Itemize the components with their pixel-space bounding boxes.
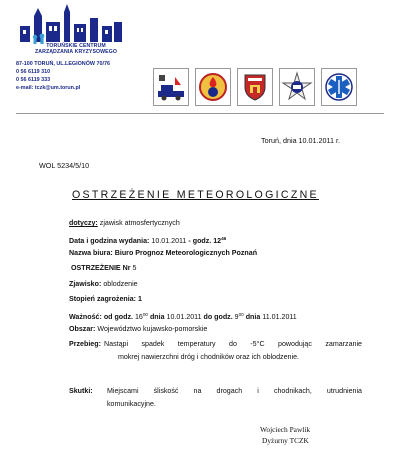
city-guard-shield-icon bbox=[239, 71, 271, 103]
org-name-line2: ZARZĄDZANIA KRYZYSOWEGO bbox=[34, 49, 118, 55]
office-value: Biuro Prognoz Meteorologicznych Poznań bbox=[114, 249, 258, 257]
ambulance-logo bbox=[321, 68, 357, 106]
rescue-service-logo bbox=[195, 68, 231, 106]
issue-minute: 46 bbox=[221, 236, 227, 241]
police-logo bbox=[279, 68, 315, 106]
validity-to-date: 11.01.2011 bbox=[262, 313, 297, 321]
phone-2: 0 56 6119 333 bbox=[16, 77, 51, 84]
org-name-line1: TORUŃSKIE CENTRUM bbox=[46, 43, 106, 49]
document-title: OSTRZEŻENIE METEOROLOGICZNE bbox=[72, 189, 319, 201]
validity-label: Ważność: bbox=[69, 313, 102, 321]
area-label: Obszar: bbox=[69, 325, 96, 333]
fire-rescue-emblem-icon bbox=[197, 71, 229, 103]
firefighter-icon bbox=[155, 71, 187, 103]
issue-hour: godz. 12 bbox=[192, 237, 222, 245]
address: 87-100 TORUŃ, UL.LEGIONÓW 70/76 bbox=[16, 61, 110, 67]
police-star-icon bbox=[281, 71, 313, 103]
validity-from-hour: 16 bbox=[134, 313, 143, 321]
service-logos bbox=[153, 68, 357, 106]
issue-date-value: 10.01.2011 bbox=[151, 237, 187, 245]
phone-1: 0 56 6119 310 bbox=[16, 69, 51, 76]
phenomenon-value: oblodzenie bbox=[103, 280, 138, 288]
star-of-life-icon bbox=[323, 71, 355, 103]
validity-to-hour: 9 bbox=[234, 313, 239, 321]
header-divider bbox=[16, 113, 384, 114]
fire-brigade-logo bbox=[153, 68, 189, 106]
issue-date-label: Data i godzina wydania: bbox=[69, 237, 150, 245]
warning-number-label: OSTRZEŻENIE Nr bbox=[71, 264, 131, 272]
signatory-role: Dyżurny TCZK bbox=[262, 436, 309, 445]
course-line-1: Nastąpi spadek temperatury do -5°C powodując zamarzanie bbox=[104, 340, 362, 348]
organization-name bbox=[26, 43, 126, 55]
threat-level-value: 1 bbox=[138, 295, 142, 303]
concerns-label: dotyczy: bbox=[69, 219, 98, 227]
email-link[interactable]: e-mail: tczk@um.torun.pl bbox=[16, 85, 81, 92]
validity-row: Ważność: od godz. $16^{00}$ dnia 10.01.2011 do godz. $9^{00}$ dnia 11.01.2011 bbox=[69, 312, 297, 321]
validity-from-date: 10.01.2011 bbox=[166, 313, 202, 321]
area-row bbox=[69, 325, 207, 334]
phenomenon-label: Zjawisko: bbox=[69, 280, 102, 288]
course-line-2: mokrej nawierzchni dróg i chodników oraz ich oblodzenie. bbox=[118, 353, 299, 361]
office-row bbox=[69, 249, 257, 258]
phenomenon-row bbox=[69, 280, 138, 289]
warning-number-row bbox=[71, 264, 136, 273]
course-label: Przebieg: bbox=[69, 340, 101, 348]
place-and-date: Toruń, dnia 10.01.2011 r. bbox=[261, 136, 340, 145]
concerns-value: zjawisk atmosfertycznych bbox=[99, 219, 180, 227]
concerns-row bbox=[69, 219, 180, 228]
effects-line-1: Miejscami śliskość na drogach i chodnikach, utrudnienia bbox=[107, 387, 362, 395]
reference-number: WOL 5234/5/10 bbox=[39, 161, 90, 170]
threat-level-row bbox=[69, 295, 142, 304]
effects-line-2: komunikacyjne. bbox=[107, 400, 156, 408]
office-label: Nazwa biura: bbox=[69, 249, 113, 257]
issue-date-row: Data i godzina wydania: 10.01.2011 - godz. $12^{46}$ bbox=[69, 236, 227, 245]
area-value: Województwo kujawsko-pomorskie bbox=[97, 325, 208, 333]
tczk-skyline-logo bbox=[18, 4, 126, 44]
city-guard-logo bbox=[237, 68, 273, 106]
warning-number-value: 5 bbox=[132, 264, 137, 272]
signatory-name: Wojciech Pawlik bbox=[260, 425, 311, 434]
effects-label: Skutki: bbox=[69, 387, 93, 395]
contact-block bbox=[16, 60, 110, 92]
threat-level-label: Stopień zagrożenia: bbox=[69, 295, 137, 303]
